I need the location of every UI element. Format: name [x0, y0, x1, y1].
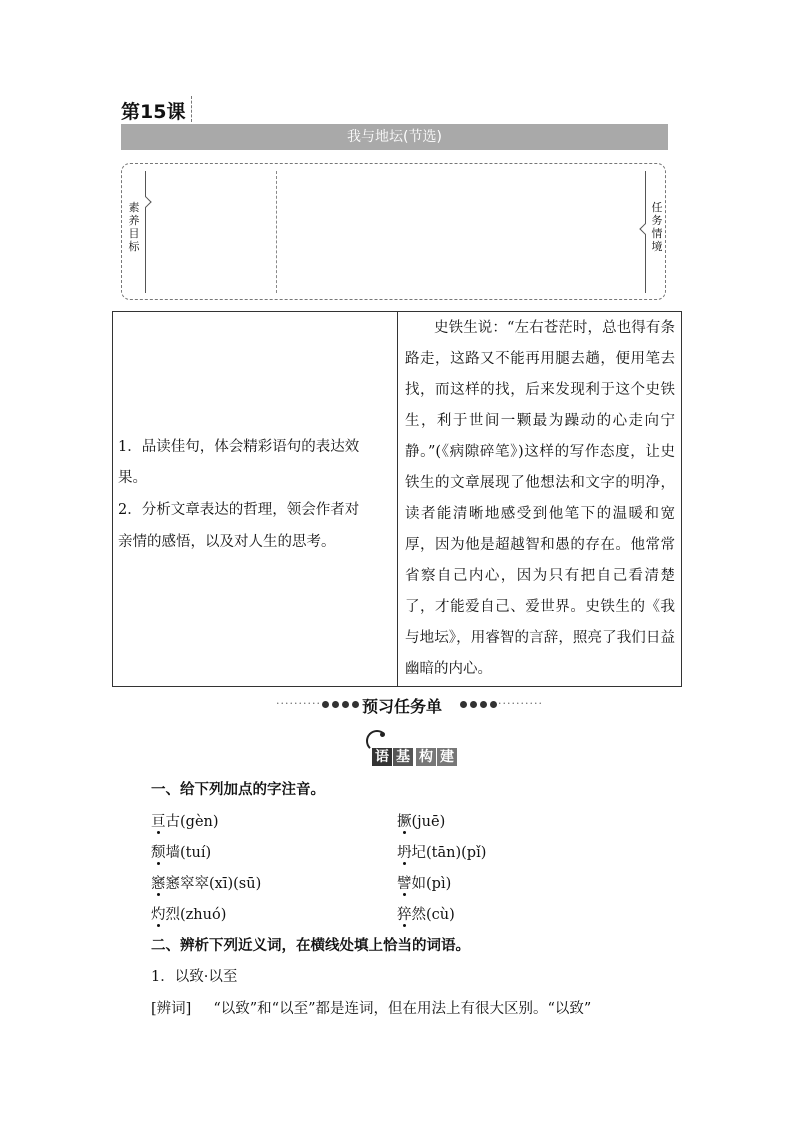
- goal-line: 亲情的感悟，以及对人生的思考。: [118, 534, 336, 550]
- task-situation-text: 史铁生说：“左右苍茫时，总也得有条路走，这路又不能再用腿去趟，便用笔去找，而这样的找，后来发现利于这个史铁生，利于世间一颗最为躁动的心走向宁静。”(《病隙碎笔》)这样的写作态度，让史铁生的文章展现了他想法和文字的明净，读者能清晰地感受到他笔下的温暖和宽厚，因为他是超越智和愚的存在。他常常省察自己内心，因为只有把自己看清楚了，才能爱自己、爱世界。史铁生的《我与地坛》，用睿智的言辞，照亮了我们日益幽暗的内心。: [405, 320, 675, 677]
- badge-char: 基: [393, 748, 413, 766]
- pinyin-item: 猝然(cù): [397, 907, 455, 923]
- preview-section-title: 预习任务单: [362, 697, 443, 716]
- bianci-text: “以致”和“以至”都是连词，但在用法上有很大区别。“以致”: [213, 1001, 592, 1017]
- left-bracket-line: [145, 171, 146, 293]
- goal-line: 2．分析文章表达的哲理，领会作者对: [118, 502, 360, 518]
- question-2-title: 二、辨析下列近义词，在横线处填上恰当的词语。: [151, 937, 470, 954]
- pinyin-item: 坍圮(tān)(pǐ): [397, 845, 487, 861]
- bianci-tag: [辨词]: [151, 1001, 192, 1017]
- badge-dot-icon: [380, 732, 385, 737]
- lesson-title-bar: [121, 124, 668, 150]
- literacy-goal-label: 素养目标: [128, 201, 140, 253]
- pinyin-item: 颓墙(tuí): [151, 845, 212, 861]
- header-divider: [191, 96, 192, 122]
- badge-char: 构: [416, 748, 436, 766]
- table-column-divider: [397, 311, 398, 687]
- badge-char: 语: [372, 748, 392, 766]
- lesson-title: 我与地坛(节选): [347, 129, 442, 145]
- pinyin-item: 灼烈(zhuó): [151, 907, 227, 923]
- pinyin-item: 窸窸窣窣(xī)(sū): [151, 876, 262, 892]
- badge-char: 建: [437, 748, 457, 766]
- item-1-title: 1．以致·以至: [151, 969, 238, 985]
- question-1-title: 一、给下列加点的字注音。: [151, 781, 325, 798]
- pinyin-item: 亘古(gèn): [151, 814, 219, 830]
- lesson-number: 第15课: [121, 101, 186, 123]
- pinyin-item: 譬如(pì): [397, 876, 452, 892]
- goal-line: 果。: [118, 470, 147, 486]
- bianci-paragraph: [151, 999, 591, 1019]
- title-ornament-left: ··········: [276, 697, 361, 711]
- task-situation-label: 任务情境: [651, 201, 663, 253]
- pinyin-item: 撅(juē): [397, 814, 446, 830]
- title-ornament-right: ··········: [458, 697, 543, 711]
- inner-divider: [276, 171, 277, 293]
- language-basics-badge: [369, 740, 461, 766]
- goal-line: 1．品读佳句，体会精彩语句的表达效: [118, 439, 360, 455]
- info-box: [121, 163, 666, 300]
